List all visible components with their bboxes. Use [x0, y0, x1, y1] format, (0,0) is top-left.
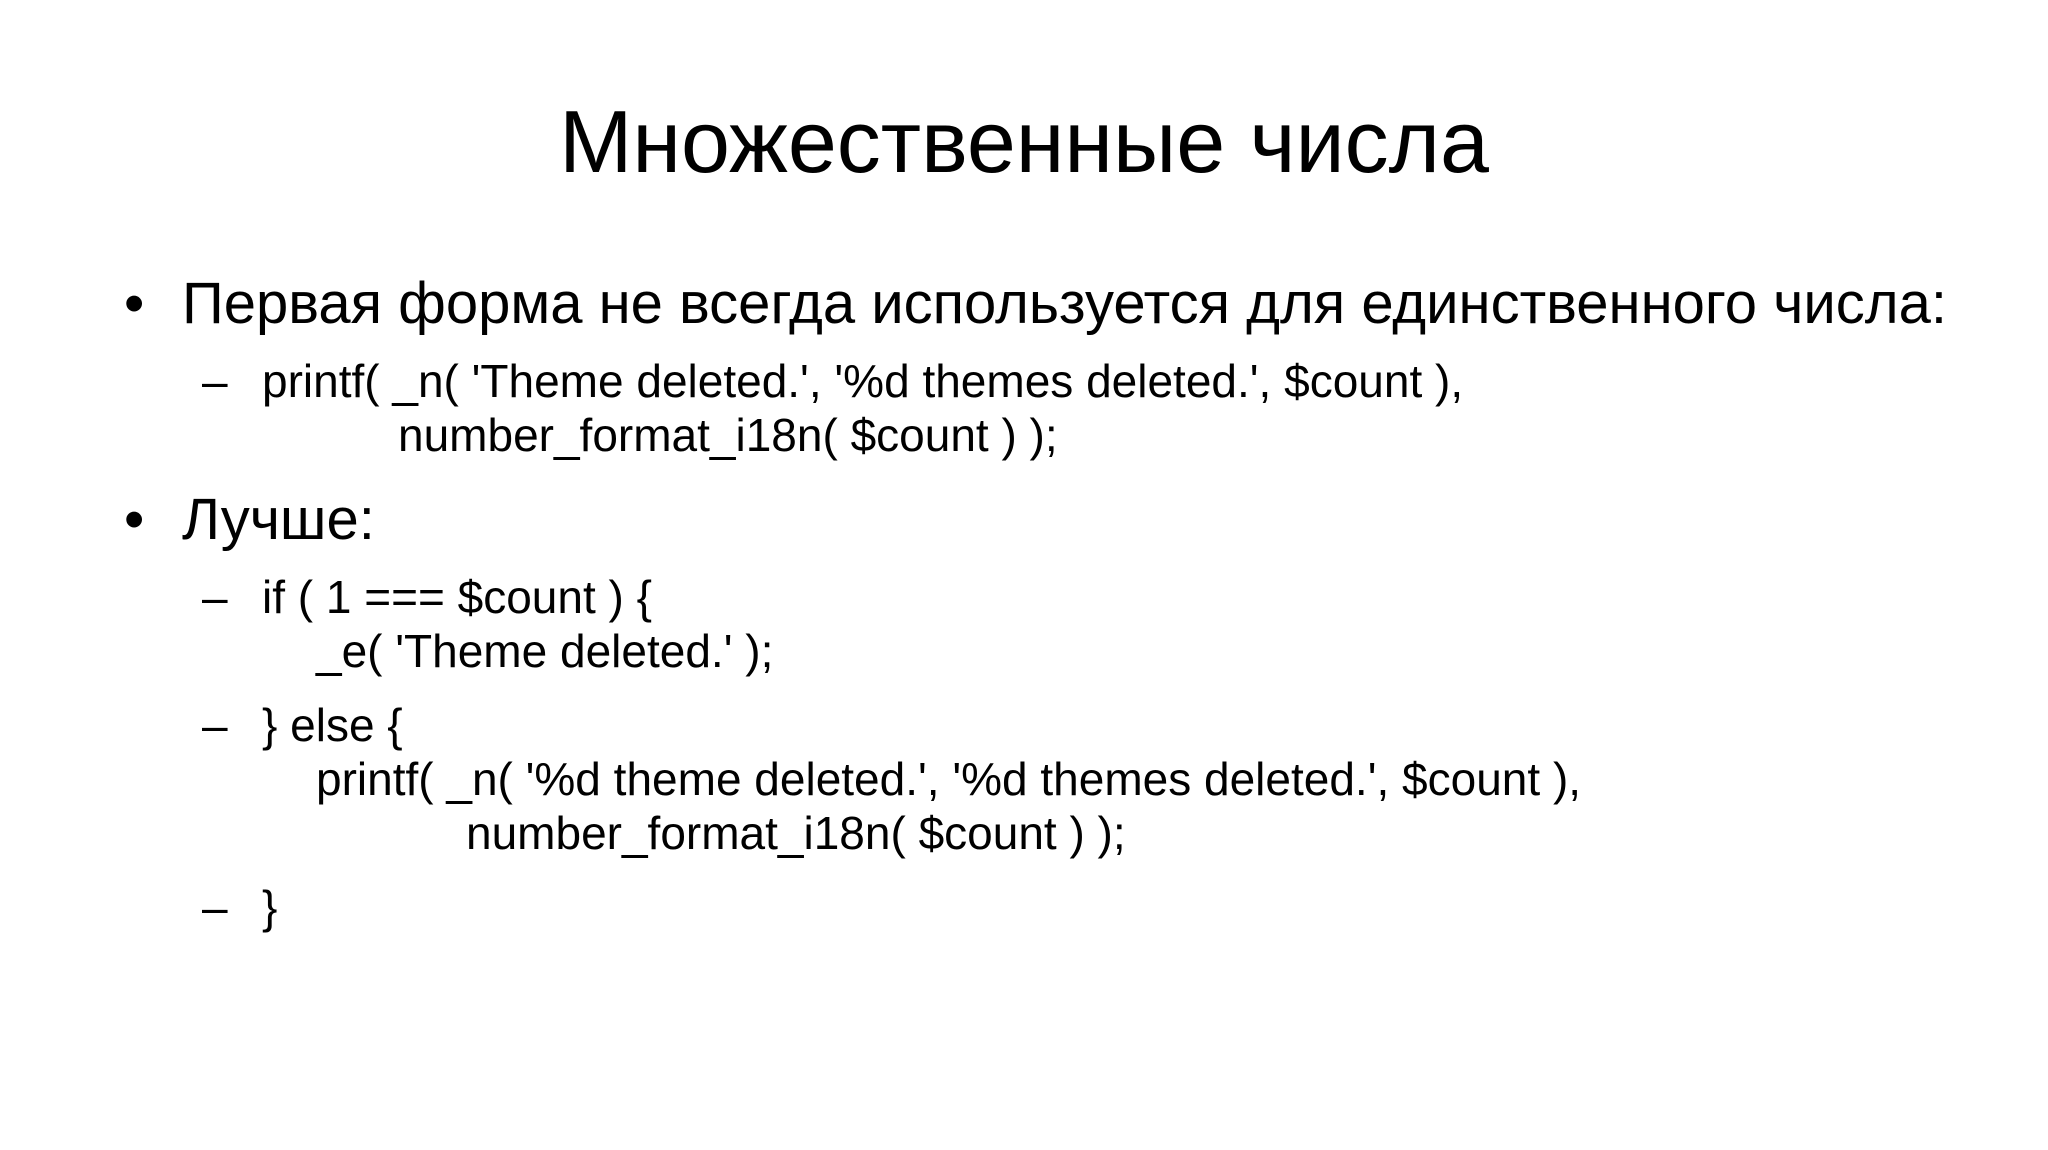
- code-line: _e( 'Theme deleted.' );: [316, 625, 774, 677]
- code-line: if ( 1 === $count ) {: [262, 571, 652, 623]
- code-line: printf( _n( '%d theme deleted.', '%d themes deleted.', $count ),: [316, 753, 1582, 805]
- bullet-text-better: Лучше:: [182, 487, 375, 552]
- bullet-marker: •: [124, 487, 145, 552]
- dash-marker: –: [202, 571, 228, 623]
- dash-marker: –: [202, 699, 228, 751]
- dash-marker: –: [202, 355, 228, 407]
- slide-title: Множественные числа: [559, 92, 1489, 191]
- bullet-text-first-form: Первая форма не всегда используется для единственного числа:: [182, 271, 1947, 336]
- code-line: number_format_i18n( $count ) );: [398, 409, 1058, 461]
- code-line: printf( _n( 'Theme deleted.', '%d themes deleted.', $count ),: [262, 355, 1464, 407]
- code-line: } else {: [262, 699, 403, 751]
- dash-marker: –: [202, 881, 228, 933]
- code-line: number_format_i18n( $count ) );: [466, 807, 1126, 859]
- code-line: }: [262, 881, 278, 933]
- bullet-marker: •: [124, 271, 145, 336]
